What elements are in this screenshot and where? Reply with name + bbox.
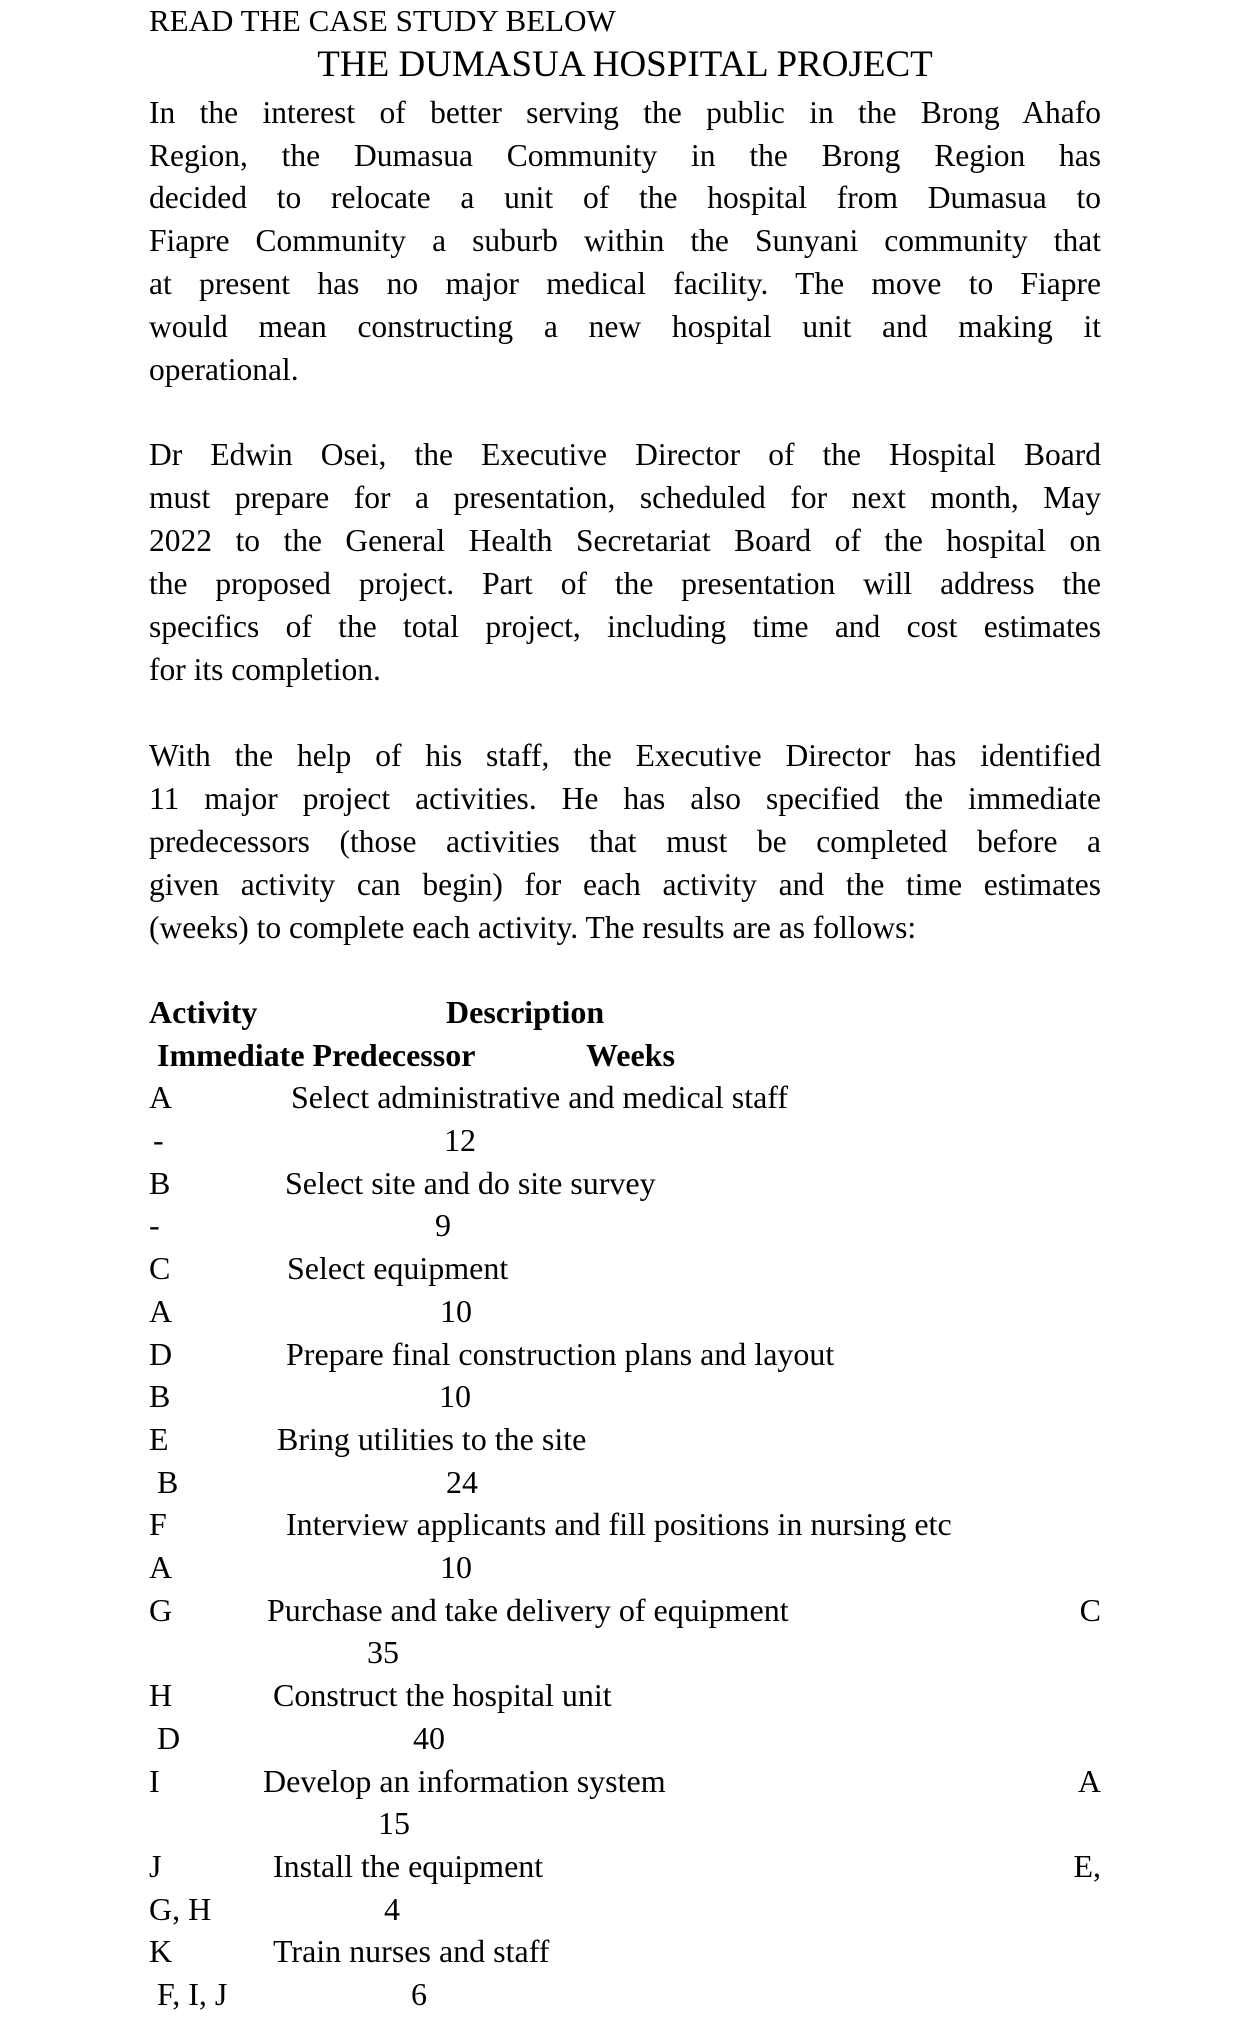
- paragraph-line: Region, the Dumasua Community in the Brong Region has: [149, 138, 1101, 173]
- activity-weeks: 4: [384, 1891, 400, 1927]
- activity-description: Train nurses and staff: [273, 1933, 550, 1969]
- activity-description: Select site and do site survey: [285, 1165, 656, 1201]
- activity-predecessor: -: [153, 1122, 164, 1158]
- activity-weeks: 35: [367, 1634, 399, 1670]
- activity-weeks: 6: [411, 1976, 427, 2012]
- activity-weeks: 10: [440, 1293, 472, 1329]
- activity-id: I: [149, 1763, 160, 1799]
- paragraph-line: the proposed project. Part of the presentation will address the: [149, 566, 1101, 601]
- activity-weeks: 15: [378, 1805, 410, 1841]
- activity-description: Construct the hospital unit: [273, 1677, 612, 1713]
- activity-id: D: [149, 1336, 173, 1372]
- activity-predecessor: B: [157, 1464, 179, 1500]
- activity-description: Bring utilities to the site: [277, 1421, 587, 1457]
- activity-predecessor: C: [1079, 1592, 1101, 1628]
- paragraph-line: for its completion.: [149, 652, 381, 687]
- activity-id: J: [149, 1848, 162, 1884]
- activity-id: H: [149, 1677, 173, 1713]
- activity-description: Install the equipment: [273, 1848, 544, 1884]
- paragraph-line: given activity can begin) for each activity and the time estimates: [149, 867, 1101, 902]
- paragraph-line: must prepare for a presentation, scheduled for next month, May: [149, 480, 1101, 515]
- intro-instruction: READ THE CASE STUDY BELOW: [149, 3, 616, 38]
- paragraph-line: would mean constructing a new hospital unit and making it: [149, 309, 1101, 344]
- activity-weeks: 10: [439, 1378, 471, 1414]
- header-weeks: Weeks: [586, 1037, 675, 1073]
- activity-predecessor: F, I, J: [157, 1976, 228, 2012]
- activity-id: C: [149, 1250, 171, 1286]
- activity-weeks: 24: [446, 1464, 478, 1500]
- case-study-title: THE DUMASUA HOSPITAL PROJECT: [317, 44, 933, 85]
- activity-predecessor: D: [157, 1720, 181, 1756]
- activity-predecessor: -: [149, 1207, 160, 1243]
- activity-predecessor: A: [1077, 1763, 1101, 1799]
- paragraph-line: 2022 to the General Health Secretariat Board of the hospital on: [149, 523, 1101, 558]
- paragraph-line: With the help of his staff, the Executive Director has identified: [149, 738, 1101, 773]
- activity-id: A: [149, 1079, 173, 1115]
- activity-weeks: 9: [435, 1207, 451, 1243]
- paragraph-line: 11 major project activities. He has also specified the immediate: [149, 781, 1101, 816]
- paragraph-line: (weeks) to complete each activity. The results are as follows:: [149, 910, 917, 945]
- paragraph-line: In the interest of better serving the public in the Brong Ahafo: [149, 95, 1101, 130]
- header-activity: Activity: [149, 994, 258, 1030]
- paragraph-line: at present has no major medical facility. The move to Fiapre: [149, 266, 1101, 301]
- activity-description: Select administrative and medical staff: [291, 1079, 789, 1115]
- header-immediate-predecessor: Immediate Predecessor: [157, 1037, 476, 1073]
- header-description: Description: [446, 994, 605, 1030]
- activity-id: G: [149, 1592, 173, 1628]
- activity-description: Develop an information system: [263, 1763, 666, 1799]
- activity-predecessor: G, H: [149, 1891, 212, 1927]
- activity-weeks: 10: [440, 1549, 472, 1585]
- activity-predecessor: A: [149, 1549, 173, 1585]
- paragraph-line: Dr Edwin Osei, the Executive Director of the Hospital Board: [149, 437, 1101, 472]
- activity-id: E: [149, 1421, 169, 1457]
- activity-description: Prepare final construction plans and layout: [286, 1336, 835, 1372]
- activity-description: Interview applicants and fill positions in nursing etc: [286, 1506, 952, 1542]
- activity-predecessor: E,: [1073, 1848, 1101, 1884]
- activity-id: F: [149, 1506, 167, 1542]
- activity-description: Purchase and take delivery of equipment: [267, 1592, 789, 1628]
- paragraph-line: operational.: [149, 352, 299, 387]
- activity-predecessor: B: [149, 1378, 171, 1414]
- paragraph-line: specifics of the total project, including time and cost estimates: [149, 609, 1101, 644]
- activity-weeks: 12: [444, 1122, 476, 1158]
- paragraph-line: decided to relocate a unit of the hospital from Dumasua to: [149, 180, 1101, 215]
- activity-predecessor: A: [149, 1293, 173, 1329]
- paragraph-line: predecessors (those activities that must be completed before a: [149, 824, 1101, 859]
- paragraph-line: Fiapre Community a suburb within the Sunyani community that: [149, 223, 1101, 258]
- activity-id: K: [149, 1933, 173, 1969]
- activity-id: B: [149, 1165, 171, 1201]
- activity-description: Select equipment: [287, 1250, 509, 1286]
- activity-weeks: 40: [413, 1720, 445, 1756]
